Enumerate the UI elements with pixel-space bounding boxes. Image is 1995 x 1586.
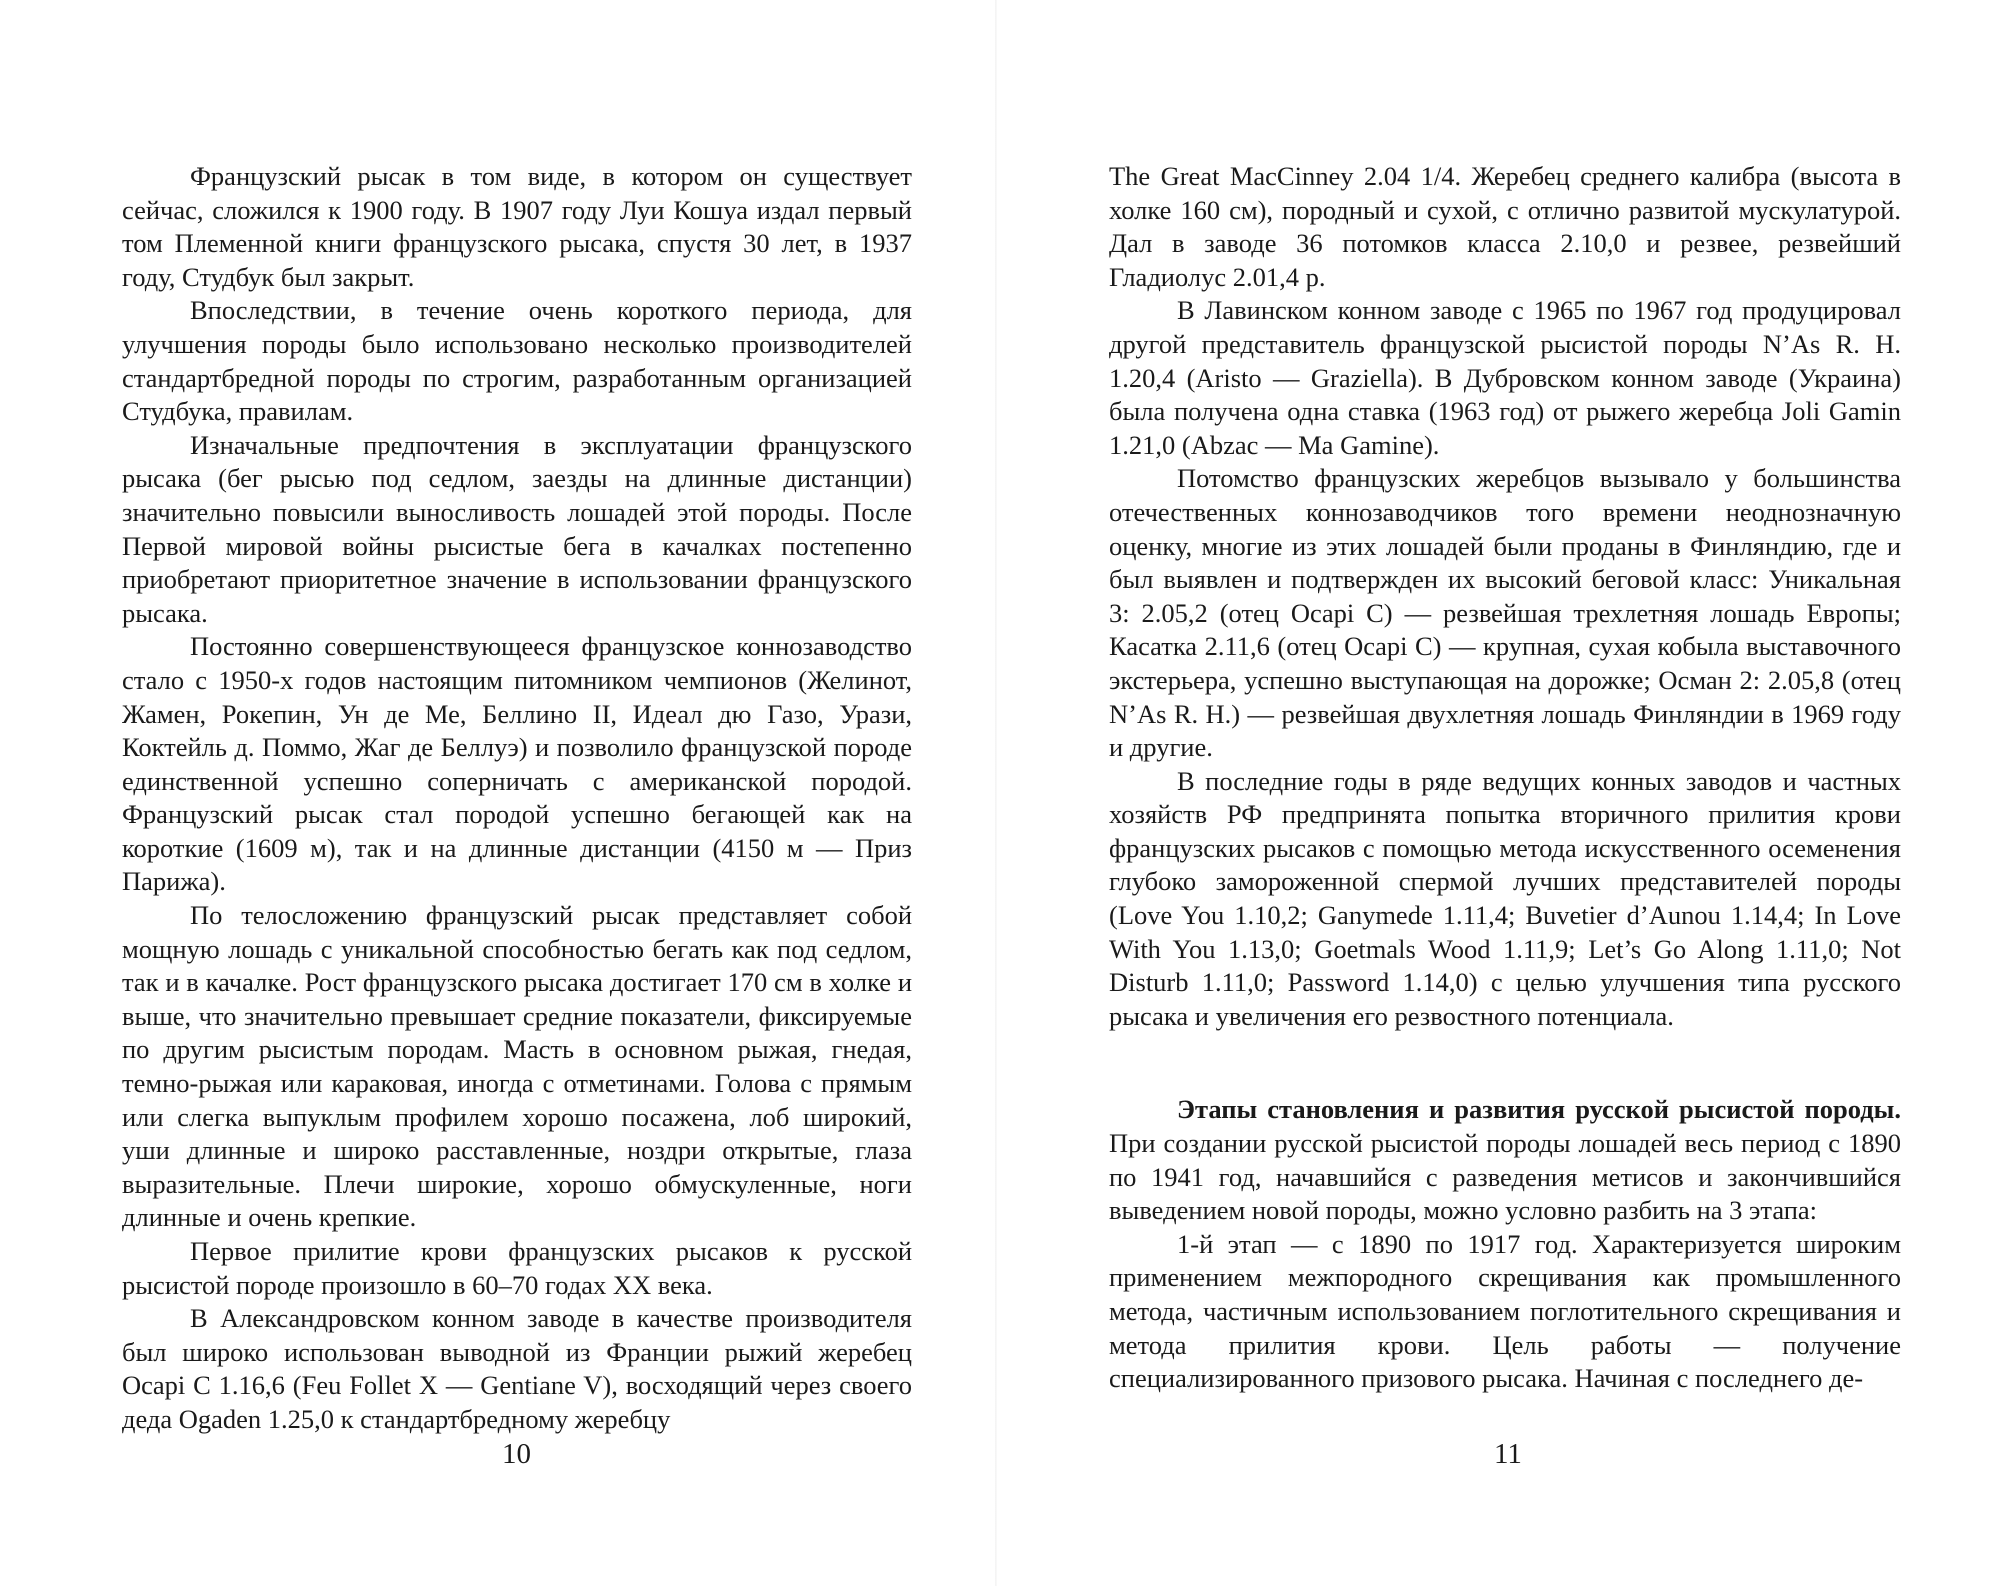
paragraph: Первое прилитие крови французских рысаков к русской рысистой породе произошло в 60–70 годах XX века. — [122, 1236, 912, 1300]
section-heading: Этапы становления и развития русской рысистой породы. — [1177, 1094, 1901, 1125]
paragraph: В Лавинском конном заводе с 1965 по 1967 год продуцировал другой представитель французской рысистой породы N’As R. H. 1.20,4 (Aristo — Graziella). В Дубровском конном заводе (Украина) была получена одна ставка (1963 год) от рыжего жеребца Joli Gamin 1.21,0 (Abzac — Ma Gamine). — [1109, 295, 1901, 460]
paragraph: Постоянно совершенствующееся французское коннозаводство стало с 1950-х годов настоящим питомником чемпионов (Желинот, Жамен, Рокепин, Ун де Ме, Беллино II, Идеал дю Газо, Урази, Коктейль д. Поммо, Жаг де Беллуэ) и позволило французской породе единственной успешно соперничать с американской породой. Французский рысак стал породой успешно бегающей как на короткие (1609 м), так и на длинные дистанции (4150 м — Приз Парижа). — [122, 631, 912, 897]
right-page-text — [1109, 160, 1901, 1396]
paragraph: В последние годы в ряде ведущих конных заводов и частных хозяйств РФ предпринята попытка вторичного прилития крови французских рысаков с помощью метода искусственного осеменения глубоко замороженной спермой лучших представителей породы (Love You 1.10,2; Ganymede 1.11,4; Buvetier d’Aunou 1.14,4; In Love With You 1.13,0; Goetmals Wood 1.11,9; Let’s Go Along 1.11,0; Not Disturb 1.11,0; Password 1.14,0) с целью улучшения типа русского рысака и увеличения его резвостного потенциала. — [1109, 765, 1901, 1031]
paragraph: Изначальные предпочтения в эксплуатации французского рысака (бег рысью под седлом, заезды на длинные дистанции) значительно повысили выносливость лошадей этой породы. После Первой мировой войны рысистые бега в качалках постепенно приобретают приоритетное значение в использовании французского рысака. — [122, 429, 912, 628]
page-number: 10 — [502, 1438, 531, 1470]
paragraph: 1-й этап — с 1890 по 1917 год. Характеризуется широким применением межпородного скрещивания как промышленного метода, частичным использованием поглотительного скрещивания и метода прилития крови. Цель работы — получение специализированного призового рысака. Начиная с последнего де- — [1109, 1228, 1901, 1394]
paragraph: В Александровском конном заводе в качестве производителя был широко использован выводной из Франции рыжий жеребец Ocapi C 1.16,6 (Feu Follet X — Gentiane V), восходящий через своего деда Ogaden 1.25,0 к стандартбредному жеребцу — [122, 1303, 912, 1434]
paragraph: По телосложению французский рысак представляет собой мощную лошадь с уникальной способностью бегать как под седлом, так и в качалке. Рост французского рысака достигает 170 см в холке и выше, что значительно превышает средние показатели, фиксируемые по другим рысистым породам. Масть в основном рыжая, гнедая, темно-рыжая или караковая, иногда с отметинами. Голова с прямым или слегка выпуклым профилем хорошо посажена, лоб широкий, уши длинные и широко расставленные, ноздри открытые, глаза выразительные. Плечи широкие, хорошо обмускуленные, ноги длинные и очень крепкие. — [122, 900, 912, 1233]
section-heading-continuation: При создании русской рысистой породы лошадей весь период с 1890 по 1941 год, начавшийся с разведения метисов и закончившийся выведением новой породы, можно условно разбить на 3 этапа: — [1109, 1128, 1901, 1226]
paragraph: Впоследствии, в течение очень короткого периода, для улучшения породы было использовано несколько производителей стандартбредной породы по строгим, разработанным организацией Студбука, правилам. — [122, 295, 912, 427]
right-page — [997, 0, 1995, 1586]
section-heading-paragraph — [1109, 1093, 1901, 1227]
paragraph: Потомство французских жеребцов вызывало у большинства отечественных коннозаводчиков того времени неоднозначную оценку, многие из этих лошадей были проданы в Финляндию, где и был выявлен и подтвержден их высокий беговой класс: Уникальная 3: 2.05,2 (отец Ocapi C) — резвейшая трехлетняя лошадь Европы; Касатка 2.11,6 (отец Ocapi C) — крупная, сухая кобыла выставочного экстерьера, успешно выступающая на дорожке; Осман 2: 2.05,8 (отец N’As R. H.) — резвейшая двухлетняя лошадь Финляндии в 1969 году и другие. — [1109, 463, 1901, 763]
left-page-text — [122, 160, 912, 1437]
paragraph: The Great MacCinney 2.04 1/4. Жеребец среднего калибра (высота в холке 160 см), породный и сухой, с отлично развитой мускулатурой. Дал в заводе 36 потомков класса 2.10,0 и резвее, резвейший Гладиолус 2.01,4 р. — [1109, 161, 1901, 292]
page-number: 11 — [1494, 1438, 1522, 1470]
paragraph: Французский рысак в том виде, в котором он существует сейчас, сложился к 1900 году. В 1907 году Луи Кошуа издал первый том Племенной книги французского рысака, спустя 30 лет, в 1937 году, Студбук был закрыт. — [122, 161, 912, 292]
left-page — [0, 0, 997, 1586]
